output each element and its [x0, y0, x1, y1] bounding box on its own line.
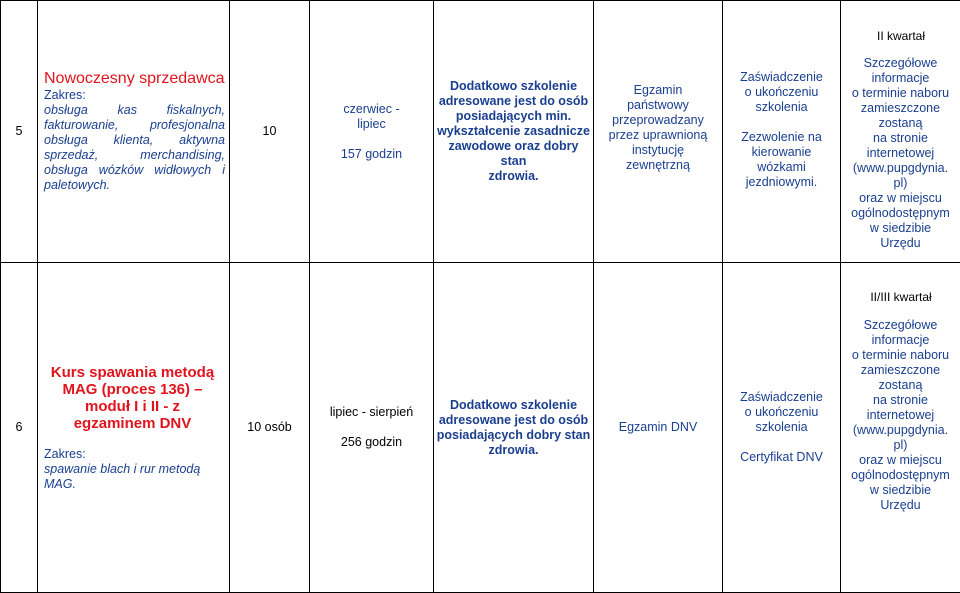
certificate-line: jezdniowymi.	[745, 175, 818, 189]
certificate-line: wózkami	[757, 160, 806, 174]
exam-cell	[594, 1, 723, 263]
requirements-line: adresowane jest do osób	[438, 412, 589, 427]
certificate-line: kierowanie	[751, 145, 812, 159]
certificate-line: Zezwolenie na	[741, 130, 822, 144]
exam-line: przeprowadzany	[612, 113, 704, 127]
info-line: internetowej	[866, 408, 935, 422]
info-line: ogólnodostępnym	[851, 206, 950, 220]
course-title: Kurs spawania metodą MAG (proces 136) – moduł I i II - z egzaminem DNV	[50, 363, 215, 432]
requirements-line: wykształcenie zasadnicze	[437, 124, 590, 138]
info-line: o terminie naboru	[851, 86, 950, 100]
participants-count: 10	[230, 1, 310, 263]
scope-label: Zakres:	[44, 88, 86, 102]
info-line: zostaną	[878, 116, 923, 130]
info-line: informacje	[871, 71, 930, 85]
requirements-cell	[434, 263, 594, 593]
course-title: Nowoczesny sprzedawca	[44, 70, 225, 87]
course-description	[38, 1, 230, 263]
info-line: Szczegółowe	[863, 318, 938, 332]
info-line: informacje	[871, 333, 930, 347]
info-line: (www.pupgdynia.	[852, 161, 949, 175]
quarter-label: II/III kwartał	[870, 290, 932, 304]
info-line: (www.pupgdynia.	[852, 423, 949, 437]
exam-line: przez uprawnioną	[608, 128, 708, 142]
period-line: czerwiec -	[343, 101, 400, 116]
certificate-line: o ukończeniu	[744, 405, 819, 419]
info-line: zostaną	[878, 378, 923, 392]
info-line: zamieszczone	[860, 101, 941, 115]
info-line: na stronie	[873, 131, 928, 145]
scope-text: spawanie blach i rur metodą MAG.	[44, 461, 201, 491]
requirements-cell	[434, 1, 594, 263]
course-description	[38, 263, 230, 593]
info-line: pl)	[893, 438, 908, 452]
certificate-line: Zaświadczenie	[740, 70, 823, 84]
exam-line: instytucję	[631, 143, 685, 157]
exam-line: Egzamin	[633, 83, 683, 97]
certificate-line: o ukończeniu	[744, 85, 819, 99]
hours: 157 godzin	[340, 146, 403, 161]
table-row	[1, 1, 960, 263]
requirements-line: zawodowe oraz dobry stan	[448, 139, 579, 168]
quarter-label: II kwartał	[876, 29, 925, 43]
participants-count: 10 osób	[230, 263, 310, 593]
info-line: na stronie	[873, 393, 928, 407]
requirements-line: Dodatkowo szkolenie	[449, 79, 578, 93]
info-line: w siedzibie	[869, 483, 932, 497]
certificate-line: Zaświadczenie	[740, 390, 823, 404]
row-number: 6	[1, 263, 38, 593]
info-line: pl)	[893, 176, 908, 190]
period-line: lipiec	[357, 116, 386, 131]
requirements-line: zdrowia.	[488, 442, 539, 457]
certificate-line: szkolenia	[755, 100, 808, 114]
requirements-line: zdrowia.	[488, 169, 539, 183]
period-cell	[310, 1, 434, 263]
info-line: o terminie naboru	[851, 348, 950, 362]
info-line: zamieszczone	[860, 363, 941, 377]
exam-line: Egzamin DNV	[618, 420, 698, 434]
scope-text: obsługa kas fiskalnych, fakturowanie, profesjonalna obsługa klienta, aktywna sprzedaż, merchandising, obsługa wózków widłowych i paletowych.	[44, 103, 225, 192]
info-line: Urzędu	[880, 236, 921, 250]
info-line: w siedzibie	[869, 221, 932, 235]
period-line: lipiec - sierpień	[329, 405, 414, 419]
certificate-cell	[723, 263, 841, 593]
info-line: Szczegółowe	[863, 56, 938, 70]
row-number: 5	[1, 1, 38, 263]
info-line: oraz w miejscu	[859, 191, 942, 205]
period-cell	[310, 263, 434, 593]
exam-line: zewnętrzną	[626, 158, 690, 172]
info-line: internetowej	[866, 146, 935, 160]
table-row	[1, 263, 960, 593]
info-line: ogólnodostępnym	[851, 468, 950, 482]
requirements-line: adresowane jest do osób	[438, 94, 589, 108]
exam-line: państwowy	[627, 98, 689, 112]
certificate-cell	[723, 1, 841, 263]
exam-cell	[594, 263, 723, 593]
requirements-line: Dodatkowo szkolenie	[449, 397, 578, 412]
info-line: oraz w miejscu	[859, 453, 942, 467]
requirements-line: posiadających dobry stan	[436, 427, 591, 442]
hours: 256 godzin	[340, 435, 403, 449]
certificate-line: Certyfikat DNV	[740, 450, 823, 464]
info-line: Urzędu	[880, 498, 921, 512]
scope-label: Zakres:	[44, 446, 86, 461]
info-cell	[841, 263, 960, 593]
requirements-line: posiadających min.	[455, 109, 572, 123]
certificate-line: szkolenia	[755, 420, 808, 434]
